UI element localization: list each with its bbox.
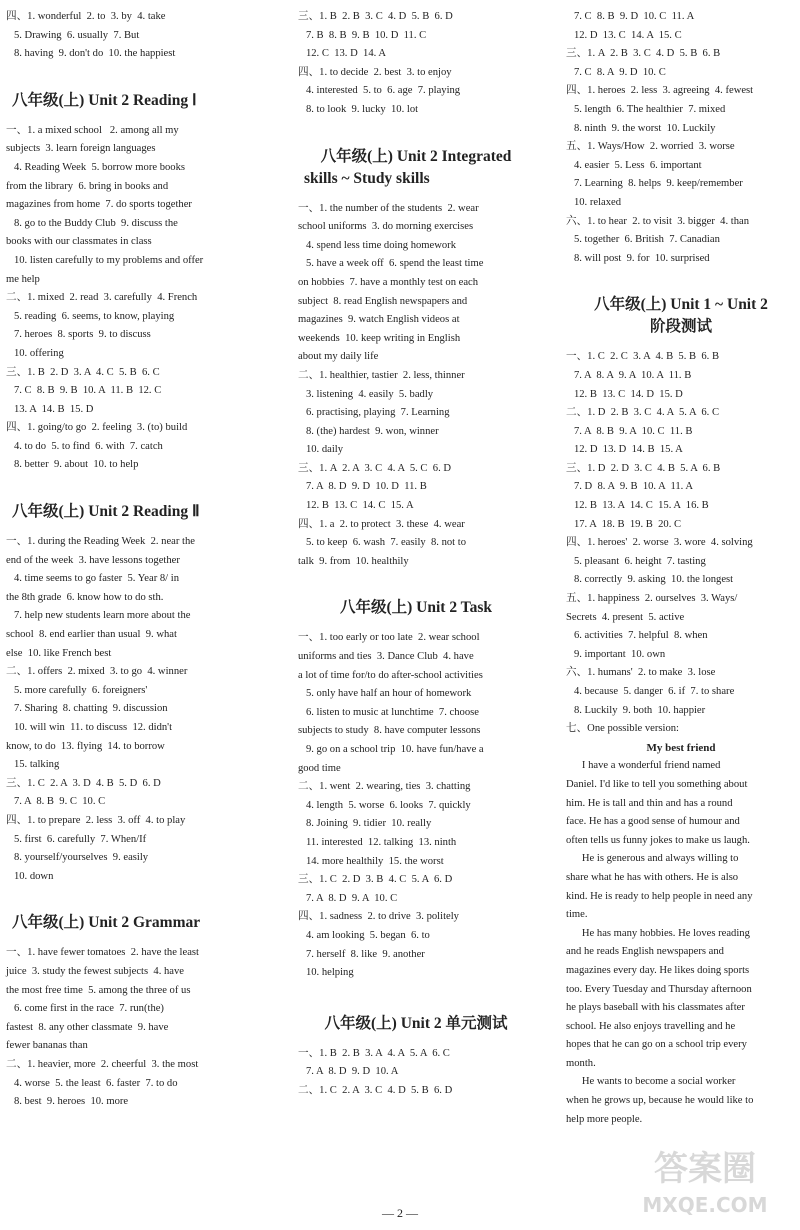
watermark-bottom-text: MXQE.COM xyxy=(642,1193,768,1217)
answer-line: 4. length 5. worse 6. looks 7. quickly xyxy=(298,799,471,811)
answer-line: 8. (the) hardest 9. won, winner xyxy=(298,425,439,437)
answer-line: 12. B 13. C 14. C 15. A xyxy=(298,500,414,512)
heading-grammar: 八年级(上) Unit 2 Grammar xyxy=(12,914,201,932)
answer-line: 8. Luckily 9. both 10. happier xyxy=(566,704,706,716)
answer-line: 9. important 10. own xyxy=(566,648,666,660)
answer-line: 8. having 9. don't do 10. the happiest xyxy=(6,48,176,60)
answer-line: help more people. xyxy=(566,1113,643,1125)
answer-line: 8. yourself/yourselves 9. easily xyxy=(6,852,149,864)
column-middle xyxy=(298,8,534,1101)
answer-line: know, to do 13. flying 14. to borrow xyxy=(6,740,165,752)
answer-line: 四、1. to decide 2. best 3. to enjoy xyxy=(298,66,452,78)
answer-line: 二、1. mixed 2. read 3. carefully 4. French xyxy=(6,292,198,304)
heading-task: 八年级(上) Unit 2 Task xyxy=(339,599,493,617)
answer-line: 7. A 8. D 9. A 10. C xyxy=(298,892,398,904)
answer-line: 三、1. C 2. D 3. B 4. C 5. A 6. D xyxy=(298,874,453,886)
section-task xyxy=(298,629,534,982)
answer-line: 二、1. went 2. wearing, ties 3. chatting xyxy=(298,781,471,793)
answer-line: good time xyxy=(298,762,341,774)
answer-line: hopes that he can go on a school trip every xyxy=(566,1039,747,1051)
answer-line: 四、1. heroes 2. less 3. agreeing 4. fewest xyxy=(566,85,754,97)
answer-line: month. xyxy=(566,1057,596,1069)
answer-line: 3. listening 4. easily 5. badly xyxy=(298,388,434,400)
answer-line: often tells us funny jokes to make us laugh. xyxy=(566,834,750,846)
section-unit-test xyxy=(298,1045,534,1101)
answer-line: 一、1. C 2. C 3. A 4. B 5. B 6. B xyxy=(566,351,720,363)
answer-line: 7. A 8. B 9. A 10. C 11. B xyxy=(566,425,693,437)
answer-line: school uniforms 3. do morning exercises xyxy=(298,221,474,233)
answer-line: 一、1. have fewer tomatoes 2. have the least xyxy=(6,947,199,959)
answer-line: 5. together 6. British 7. Canadian xyxy=(566,234,720,246)
answer-line: 二、1. D 2. B 3. C 4. A 5. A 6. C xyxy=(566,407,720,419)
answer-line: Daniel. I'd like to tell you something about xyxy=(566,778,748,790)
answer-line: 三、1. B 2. D 3. A 4. C 5. B 6. C xyxy=(6,366,160,378)
answer-line: Secrets 4. present 5. active xyxy=(566,611,685,623)
answer-line: subjects 3. learn foreign languages xyxy=(6,143,156,155)
answer-line: 二、1. heavier, more 2. cheerful 3. the most xyxy=(6,1058,199,1070)
answer-line: too. Every Tuesday and Thursday afternoon xyxy=(566,983,752,995)
section-grammar xyxy=(6,944,258,1111)
answer-line: 8. correctly 9. asking 10. the longest xyxy=(566,574,734,586)
answer-line: 8. better 9. about 10. to help xyxy=(6,459,139,471)
answer-line: 六、1. to hear 2. to visit 3. bigger 4. than xyxy=(566,215,750,227)
answer-line: 三、1. D 2. D 3. C 4. B 5. A 6. B xyxy=(566,462,721,474)
answer-line: 7. A 8. D 9. D 10. A xyxy=(298,1066,399,1078)
answer-line: 10. offering xyxy=(6,347,64,359)
page-number: — 2 — xyxy=(382,1206,418,1220)
answer-line: talk 9. from 10. healthily xyxy=(298,555,409,567)
answer-line: 四、1. a 2. to protect 3. these 4. wear xyxy=(298,518,465,530)
column-left xyxy=(6,8,258,1112)
answer-line: 10. will win 11. to discuss 12. didn't xyxy=(6,722,173,733)
answer-line: 5. to keep 6. wash 7. easily 8. not to xyxy=(298,537,467,549)
section-stage-test xyxy=(566,348,796,738)
answer-line: 7. C 8. A 9. D 10. C xyxy=(566,66,666,78)
answer-line: 7. A 8. B 9. C 10. C xyxy=(6,796,106,808)
answer-line: 一、1. during the Reading Week 2. near the xyxy=(6,536,196,548)
answer-line: subjects to study 8. have computer lessons xyxy=(298,725,481,737)
answer-line: 12. D 13. D 14. B 15. A xyxy=(566,444,683,456)
answer-line: 7. herself 8. like 9. another xyxy=(298,948,425,960)
answer-line: 5. length 6. The healthier 7. mixed xyxy=(566,103,726,115)
answer-line: 4. to do 5. to find 6. with 7. catch xyxy=(6,440,163,452)
answer-line: 二、1. healthier, tastier 2. less, thinner xyxy=(298,369,465,381)
answer-line: 三、1. A 2. A 3. C 4. A 5. C 6. D xyxy=(298,462,452,474)
answer-line: 5. more carefully 6. foreigners' xyxy=(6,684,148,696)
answer-line: 13. A 14. B 15. D xyxy=(6,403,94,415)
answer-line: 8. Joining 9. tidier 10. really xyxy=(298,818,432,830)
answer-line: about my daily life xyxy=(298,351,379,363)
answer-line: 6. come first in the race 7. run(the) xyxy=(6,1003,164,1015)
answer-line: he plays baseball with his classmates after xyxy=(566,1002,745,1014)
answer-line: 7. help new students learn more about the xyxy=(6,610,191,622)
answer-line: 5. only have half an hour of homework xyxy=(298,688,472,700)
answer-line: 12. B 13. C 14. D 15. D xyxy=(566,388,683,400)
answer-line: 一、1. B 2. B 3. A 4. A 5. A 6. C xyxy=(298,1047,450,1059)
answer-line: 五、1. Ways/How 2. worried 3. worse xyxy=(566,141,735,153)
answer-line: 12. B 13. A 14. C 15. A 16. B xyxy=(566,500,709,512)
answer-line: magazines 9. watch English videos at xyxy=(298,314,460,326)
answer-line: 8. will post 9. for 10. surprised xyxy=(566,252,710,264)
answer-line: 七、One possible version: xyxy=(566,723,679,735)
answer-line: 8. go to the Buddy Club 9. discuss the xyxy=(6,217,178,229)
answer-line: 4. spend less time doing homework xyxy=(298,239,457,251)
answer-line: 10. relaxed xyxy=(566,196,622,208)
answer-line: face. He has a good sense of humour and xyxy=(566,816,740,828)
answer-line: school. He also enjoys travelling and he xyxy=(566,1020,736,1032)
answer-line: 六、1. humans' 2. to make 3. lose xyxy=(566,667,716,679)
answer-line: 4. am looking 5. began 6. to xyxy=(298,929,430,941)
answer-line: the 8th grade 6. know how to do sth. xyxy=(6,591,164,603)
answer-line: juice 3. study the fewest subjects 4. have xyxy=(6,965,184,977)
answer-line: subject 8. read English newspapers and xyxy=(298,295,468,307)
column-right xyxy=(566,8,796,1129)
essay-body xyxy=(566,757,796,1129)
answer-line: fastest 8. any other classmate 9. have xyxy=(6,1021,169,1033)
answer-line: 15. talking xyxy=(6,759,60,771)
watermark-logo xyxy=(615,1140,795,1220)
answer-line: 一、1. the number of the students 2. wear xyxy=(298,202,479,214)
answer-line: 8. best 9. heroes 10. more xyxy=(6,1096,129,1108)
answer-line: 4. worse 5. the least 6. faster 7. to do xyxy=(6,1077,178,1089)
answer-line: 四、1. sadness 2. to drive 3. politely xyxy=(298,911,459,923)
answer-line: 9. go on a school trip 10. have fun/have a xyxy=(298,744,484,755)
answer-line: from the library 6. bring in books and xyxy=(6,180,169,192)
section-reading-2 xyxy=(6,533,258,886)
answer-line: else 10. like French best xyxy=(6,647,112,659)
answer-line: 4. Reading Week 5. borrow more books xyxy=(6,161,186,173)
answer-line: 四、1. going/to go 2. feeling 3. (to) build xyxy=(6,422,188,434)
answer-line: 7. heroes 8. sports 9. to discuss xyxy=(6,329,151,341)
answer-line: 四、1. wonderful 2. to 3. by 4. take xyxy=(6,11,166,22)
answer-line: I have a wonderful friend named xyxy=(566,760,721,772)
answer-line: 三、1. C 2. A 3. D 4. B 5. D 6. D xyxy=(6,777,161,789)
answer-line: and he reads English newspapers and xyxy=(566,946,724,958)
watermark-top-text: 答案圈 xyxy=(654,1149,756,1189)
answer-line: 4. time seems to go faster 5. Year 8/ in xyxy=(6,573,180,585)
answer-line: end of the week 3. have lessons together xyxy=(6,554,180,566)
answer-line: 6. practising, playing 7. Learning xyxy=(298,407,450,419)
answer-line: 三、1. B 2. B 3. C 4. D 5. B 6. D xyxy=(298,11,453,22)
answer-line: kind. He is ready to help people in need any xyxy=(566,890,753,902)
answer-line: 8. to look 9. lucky 10. lot xyxy=(298,103,419,115)
answer-line: 10. daily xyxy=(298,444,344,456)
answer-line: 一、1. a mixed school 2. among all my xyxy=(6,124,179,136)
heading-stage-test-line1: 八年级(上) Unit 1 ~ Unit 2 xyxy=(594,296,768,314)
answer-line: weekends 10. keep writing in English xyxy=(298,332,461,344)
answer-line: uniforms and ties 3. Dance Club 4. have xyxy=(298,651,474,663)
answer-line: books with our classmates in class xyxy=(6,236,152,248)
essay-title: My best friend xyxy=(646,741,716,754)
answer-line: 10. down xyxy=(6,870,54,882)
answer-line: 4. interested 5. to 6. age 7. playing xyxy=(298,85,461,97)
section-top-c2 xyxy=(298,8,534,120)
answer-line: time. xyxy=(566,909,588,921)
answer-line: 7. A 8. A 9. A 10. A 11. B xyxy=(566,369,692,381)
answer-line: He is generous and always willing to xyxy=(566,853,739,865)
answer-line: 五、1. happiness 2. ourselves 3. Ways/ xyxy=(566,593,738,605)
answer-line: 7. A 8. D 9. D 10. D 11. B xyxy=(298,481,427,493)
answer-line: 7. B 8. B 9. B 10. D 11. C xyxy=(298,29,427,41)
answer-line: 8. ninth 9. the worst 10. Luckily xyxy=(566,122,716,134)
answer-line: 12. D 13. C 14. A 15. C xyxy=(566,29,682,41)
heading-unit-test: 八年级(上) Unit 2 单元测试 xyxy=(324,1014,508,1032)
answer-line: him. He is tall and thin and has a round xyxy=(566,797,733,809)
answer-line: the most free time 5. among the three of us xyxy=(6,984,191,996)
section-reading-1 xyxy=(6,122,258,475)
answer-line: school 8. end earlier than usual 9. what xyxy=(6,629,177,641)
answer-line: 11. interested 12. talking 13. ninth xyxy=(298,836,457,848)
answer-line: 12. C 13. D 14. A xyxy=(298,48,386,60)
answer-line: 二、1. offers 2. mixed 3. to go 4. winner xyxy=(6,666,188,678)
answer-line: 7. Learning 8. helps 9. keep/remember xyxy=(566,178,743,190)
answer-line: He wants to become a social worker xyxy=(566,1076,736,1088)
answer-line: 5. have a week off 6. spend the least time xyxy=(298,258,484,270)
answer-line: He has many hobbies. He loves reading xyxy=(566,927,750,939)
answer-line: 6. activities 7. helpful 8. when xyxy=(566,630,708,642)
answer-line: 10. helping xyxy=(298,967,354,979)
section-top-c1 xyxy=(6,8,258,64)
heading-reading-1: 八年级(上) Unit 2 Reading Ⅰ xyxy=(12,91,197,109)
section-integrated-skills xyxy=(298,200,534,572)
answer-line: magazines every day. He likes doing sports xyxy=(566,964,750,976)
answer-line: fewer bananas than xyxy=(6,1040,88,1052)
answer-line: me help xyxy=(6,273,40,285)
answer-line: a lot of time for/to do after-school activities xyxy=(298,669,483,681)
answer-line: 10. listen carefully to my problems and offer xyxy=(6,254,204,266)
answer-line: 7. D 8. A 9. B 10. A 11. A xyxy=(566,481,694,493)
answer-line: 三、1. A 2. B 3. C 4. D 5. B 6. B xyxy=(566,48,721,60)
answer-line: share what he has with others. He is also xyxy=(566,871,739,883)
heading-integrated-skills-line2: skills ~ Study skills xyxy=(304,169,430,187)
answer-line: 5. pleasant 6. height 7. tasting xyxy=(566,555,706,567)
answer-line: when he grows up, because he would like to xyxy=(566,1095,754,1107)
answer-line: 5. first 6. carefully 7. When/If xyxy=(6,833,147,845)
answer-line: 7. C 8. B 9. B 10. A 11. B 12. C xyxy=(6,385,162,397)
answer-line: 4. easier 5. Less 6. important xyxy=(566,159,702,171)
answer-line: 四、1. heroes' 2. worse 3. wore 4. solving xyxy=(566,537,753,549)
heading-integrated-skills-line1: 八年级(上) Unit 2 Integrated xyxy=(320,147,512,165)
answer-line: 5. Drawing 6. usually 7. But xyxy=(6,29,140,41)
answer-line: 6. listen to music at lunchtime 7. choose xyxy=(298,706,479,718)
answer-line: 7. C 8. B 9. D 10. C 11. A xyxy=(566,11,695,22)
answer-line: magazines from home 7. do sports together xyxy=(6,199,192,211)
heading-stage-test-line2: 阶段测试 xyxy=(649,318,712,336)
answer-line: 14. more healthily 15. the worst xyxy=(298,855,444,867)
answer-line: 四、1. to prepare 2. less 3. off 4. to play xyxy=(6,814,186,826)
answer-line: 二、1. C 2. A 3. C 4. D 5. B 6. D xyxy=(298,1084,453,1096)
section-top-c3 xyxy=(566,8,796,268)
heading-reading-2: 八年级(上) Unit 2 Reading Ⅱ xyxy=(12,503,200,521)
answer-line: 一、1. too early or too late 2. wear school xyxy=(298,632,480,644)
answer-line: 5. reading 6. seems, to know, playing xyxy=(6,310,175,322)
answer-line: on hobbies 7. have a monthly test on each xyxy=(298,276,479,288)
answer-line: 17. A 18. B 19. B 20. C xyxy=(566,518,682,530)
answer-line: 4. because 5. danger 6. if 7. to share xyxy=(566,686,735,697)
answer-line: 7. Sharing 8. chatting 9. discussion xyxy=(6,703,168,715)
